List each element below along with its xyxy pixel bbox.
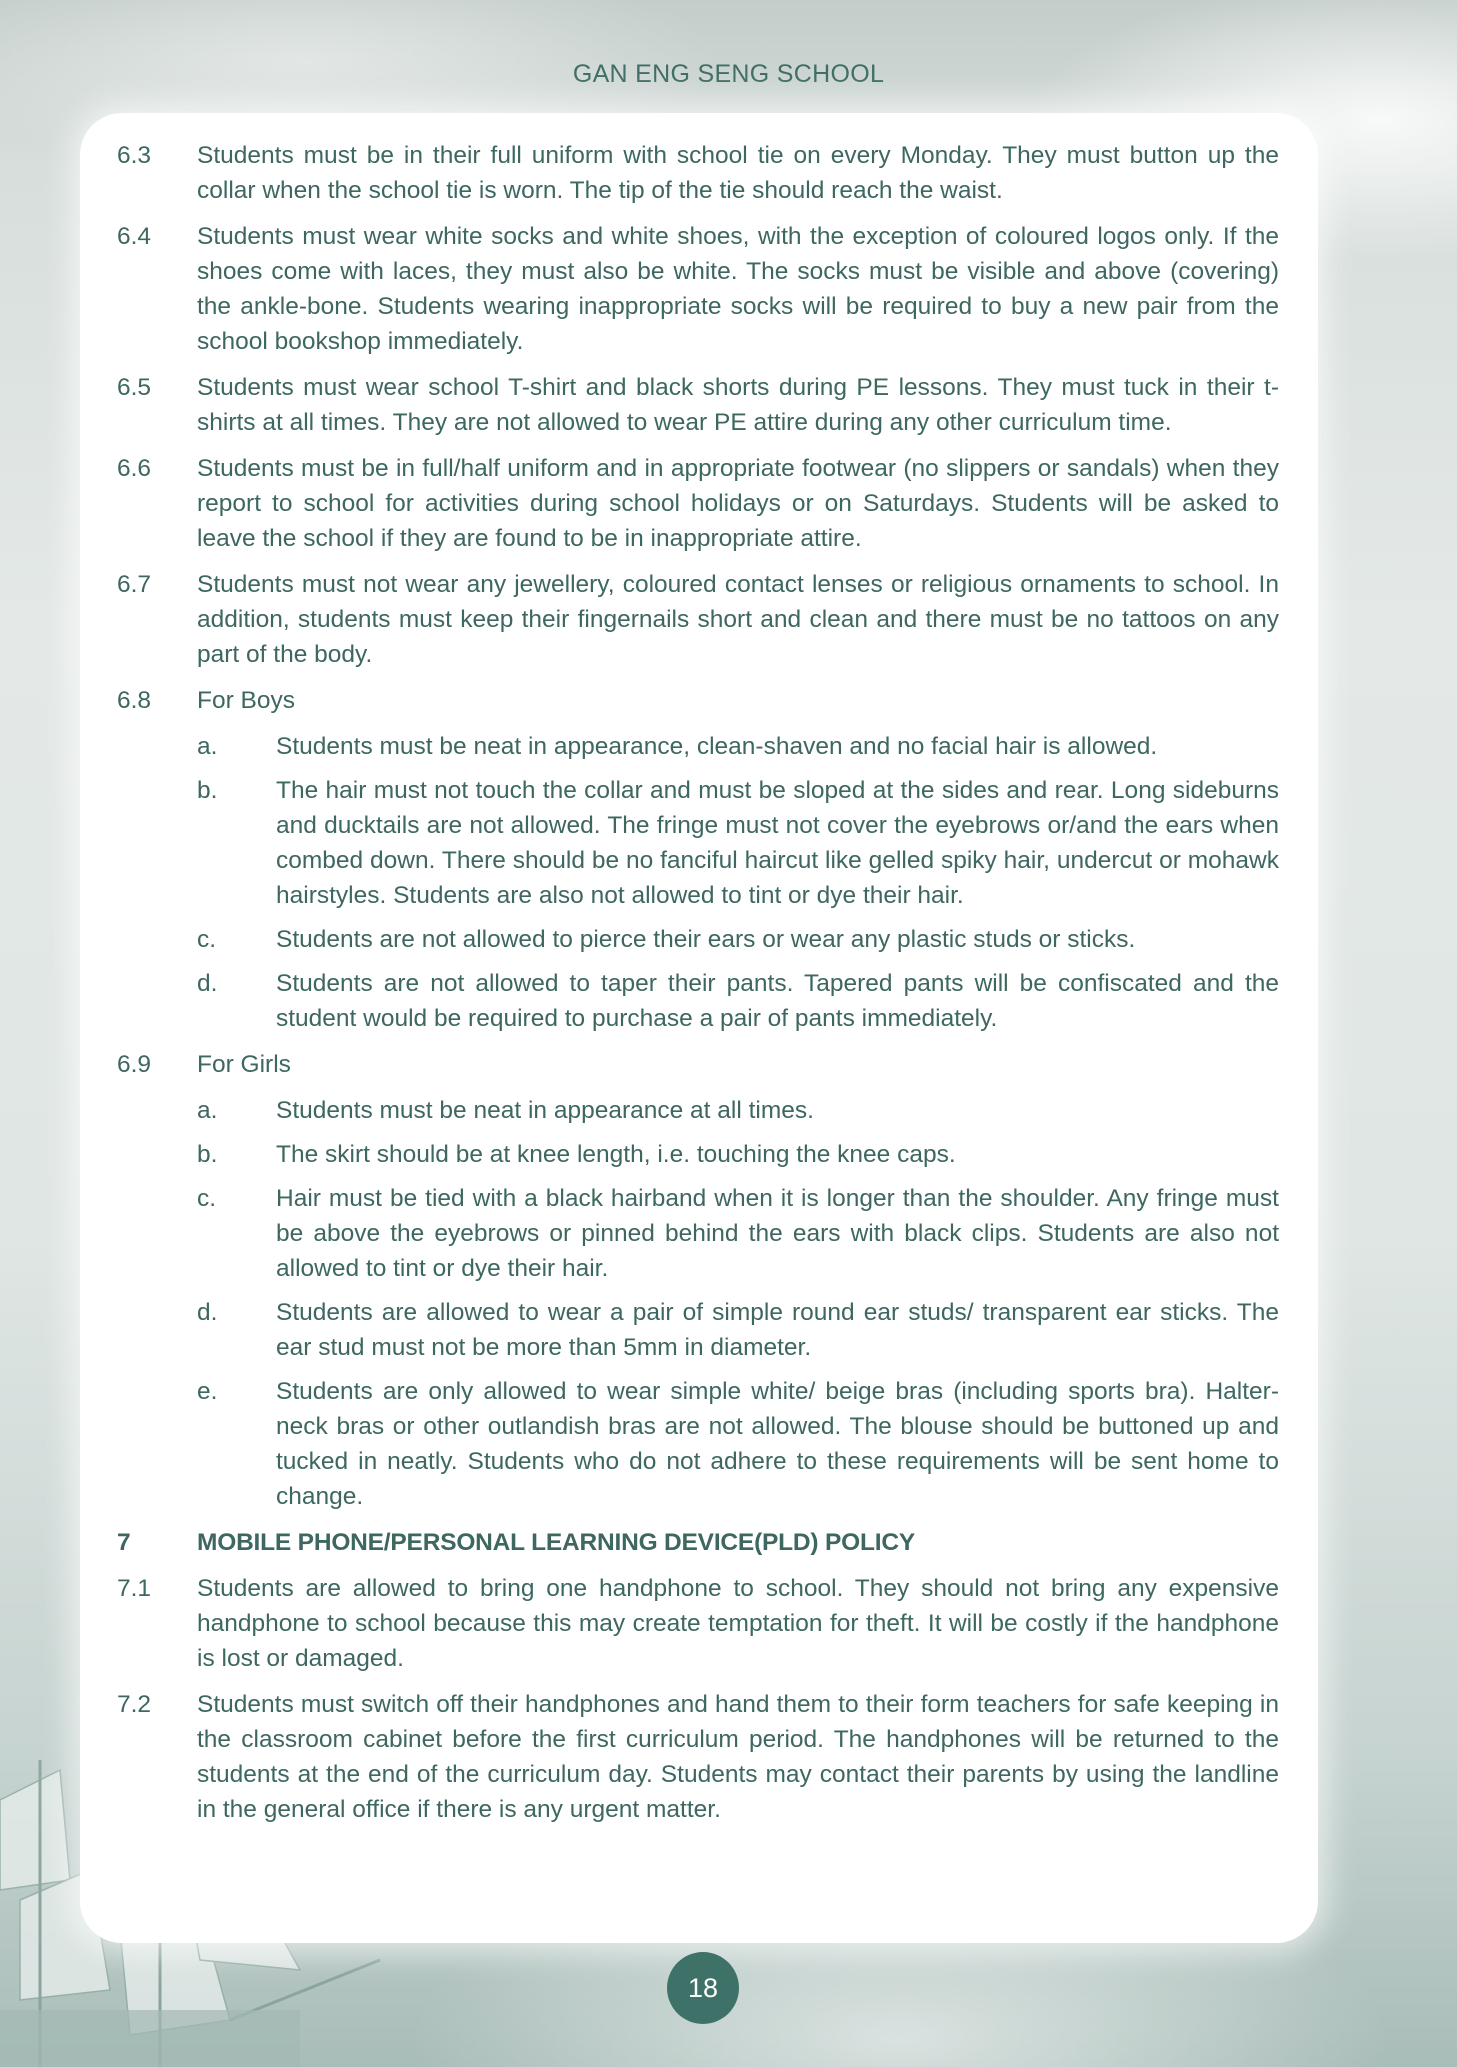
rule-number: 6.8 xyxy=(117,687,152,714)
sub-rule-letter: b. xyxy=(197,777,218,804)
sub-rule-text: Students are not allowed to taper their pants. Tapered pants will be confiscated and the student would be required to purchase a pair of pants immediately. xyxy=(276,970,1279,1032)
rule-text: Students must wear school T-shirt and black shorts during PE lessons. They must tuck in their t-shirts at all times. They are not allowed to wear PE attire during any other curriculum time. xyxy=(197,374,1279,436)
page-number-badge xyxy=(667,1952,739,2024)
sub-rule-text: The skirt should be at knee length, i.e. touching the knee caps. xyxy=(276,1141,956,1168)
rules-content xyxy=(117,138,1279,1838)
section-number: 7 xyxy=(117,1529,131,1556)
rule-text: Students must not wear any jewellery, coloured contact lenses or religious ornaments to school. In addition, students must keep their fingernails short and clean and there must be no tattoos on any part of the body. xyxy=(197,571,1279,668)
school-name-header: GAN ENG SENG SCHOOL xyxy=(572,60,885,88)
section-title: MOBILE PHONE/PERSONAL LEARNING DEVICE(PLD) POLICY xyxy=(197,1529,915,1556)
rule-text: Students must be in their full uniform with school tie on every Monday. They must button up the collar when the school tie is worn. The tip of the tie should reach the waist. xyxy=(197,142,1279,204)
rule-number: 7.1 xyxy=(117,1575,152,1602)
rule-7-1 xyxy=(117,1571,1279,1676)
sub-rule-text: Students are allowed to wear a pair of simple round ear studs/ transparent ear sticks. The ear stud must not be more than 5mm in diameter. xyxy=(276,1299,1279,1361)
sub-rule-letter: a. xyxy=(197,1097,218,1124)
rule-number: 6.9 xyxy=(117,1051,152,1078)
page-number: 18 xyxy=(687,1972,719,2003)
rule-number: 7.2 xyxy=(117,1691,152,1718)
rule-6-8-b xyxy=(197,773,1279,913)
sub-rule-letter: d. xyxy=(197,1299,218,1326)
rule-number: 6.5 xyxy=(117,374,152,401)
rule-text: Students must switch off their handphones and hand them to their form teachers for safe keeping in the classroom cabinet before the first curriculum period. The handphones will be returned to the students at the end of the curriculum day. Students may contact their parents by using the landline in the general office if there is any urgent matter. xyxy=(197,1691,1279,1823)
rule-text: Students are allowed to bring one handphone to school. They should not bring any expensive handphone to school because this may create temptation for theft. It will be costly if the handphone is lost or damaged. xyxy=(197,1575,1279,1672)
rule-6-9-a xyxy=(197,1093,1279,1128)
sub-rule-letter: d. xyxy=(197,970,218,997)
sub-rule-text: Students must be neat in appearance at all times. xyxy=(276,1097,814,1124)
rule-6-4 xyxy=(117,219,1279,359)
rule-number: 6.4 xyxy=(117,223,152,250)
rule-6-8-a xyxy=(197,729,1279,764)
rule-6-9-c xyxy=(197,1181,1279,1286)
rule-6-9-d xyxy=(197,1295,1279,1365)
rule-6-8-c xyxy=(197,922,1279,957)
rule-text: Students must be in full/half uniform and in appropriate footwear (no slippers or sandals) when they report to school for activities during school holidays or on Saturdays. Students will be asked to leave the school if they are found to be in inappropriate attire. xyxy=(197,455,1279,552)
rule-number: 6.7 xyxy=(117,571,152,598)
sub-rule-text: Hair must be tied with a black hairband when it is longer than the shoulder. Any fringe must be above the eyebrows or pinned behind the ears with black clips. Students are also not allowed to tint or dye their hair. xyxy=(276,1185,1279,1282)
rule-subheading: For Girls xyxy=(197,1051,291,1078)
rule-6-8 xyxy=(117,683,1279,718)
sub-rule-text: The hair must not touch the collar and must be sloped at the sides and rear. Long sideburns and ducktails are not allowed. The fringe must not cover the eyebrows or/and the ears when combed down. There should be no fanciful haircut like gelled spiky hair, undercut or mohawk hairstyles. Students are also not allowed to tint or dye their hair. xyxy=(276,777,1279,909)
sub-rule-letter: c. xyxy=(197,1185,217,1212)
rule-number: 6.6 xyxy=(117,455,152,482)
sub-rule-letter: b. xyxy=(197,1141,218,1168)
sub-rule-letter: c. xyxy=(197,926,217,953)
section-7-heading xyxy=(117,1525,1279,1560)
sub-rule-text: Students are only allowed to wear simple white/ beige bras (including sports bra). Halter-neck bras or other outlandish bras are not allowed. The blouse should be buttoned up and tucked in neatly. Students who do not adhere to these requirements will be sent home to change. xyxy=(276,1378,1279,1510)
rule-number: 6.3 xyxy=(117,142,152,169)
rule-text: Students must wear white socks and white shoes, with the exception of coloured logos only. If the shoes come with laces, they must also be white. The socks must be visible and above (covering) the ankle-bone. Students wearing inappropriate socks will be required to buy a new pair from the school bookshop immediately. xyxy=(197,223,1279,355)
rule-6-9-b xyxy=(197,1137,1279,1172)
rule-6-7 xyxy=(117,567,1279,672)
rule-6-9 xyxy=(117,1047,1279,1082)
rule-6-5 xyxy=(117,370,1279,440)
rule-7-2 xyxy=(117,1687,1279,1827)
rule-6-6 xyxy=(117,451,1279,556)
sub-rule-letter: e. xyxy=(197,1378,218,1405)
rule-subheading: For Boys xyxy=(197,687,296,714)
sub-rule-letter: a. xyxy=(197,733,218,760)
rule-6-9-e xyxy=(197,1374,1279,1514)
sub-rule-text: Students are not allowed to pierce their ears or wear any plastic studs or sticks. xyxy=(276,926,1136,953)
rule-6-8-d xyxy=(197,966,1279,1036)
rule-6-3 xyxy=(117,138,1279,208)
sub-rule-text: Students must be neat in appearance, clean-shaven and no facial hair is allowed. xyxy=(276,733,1158,760)
